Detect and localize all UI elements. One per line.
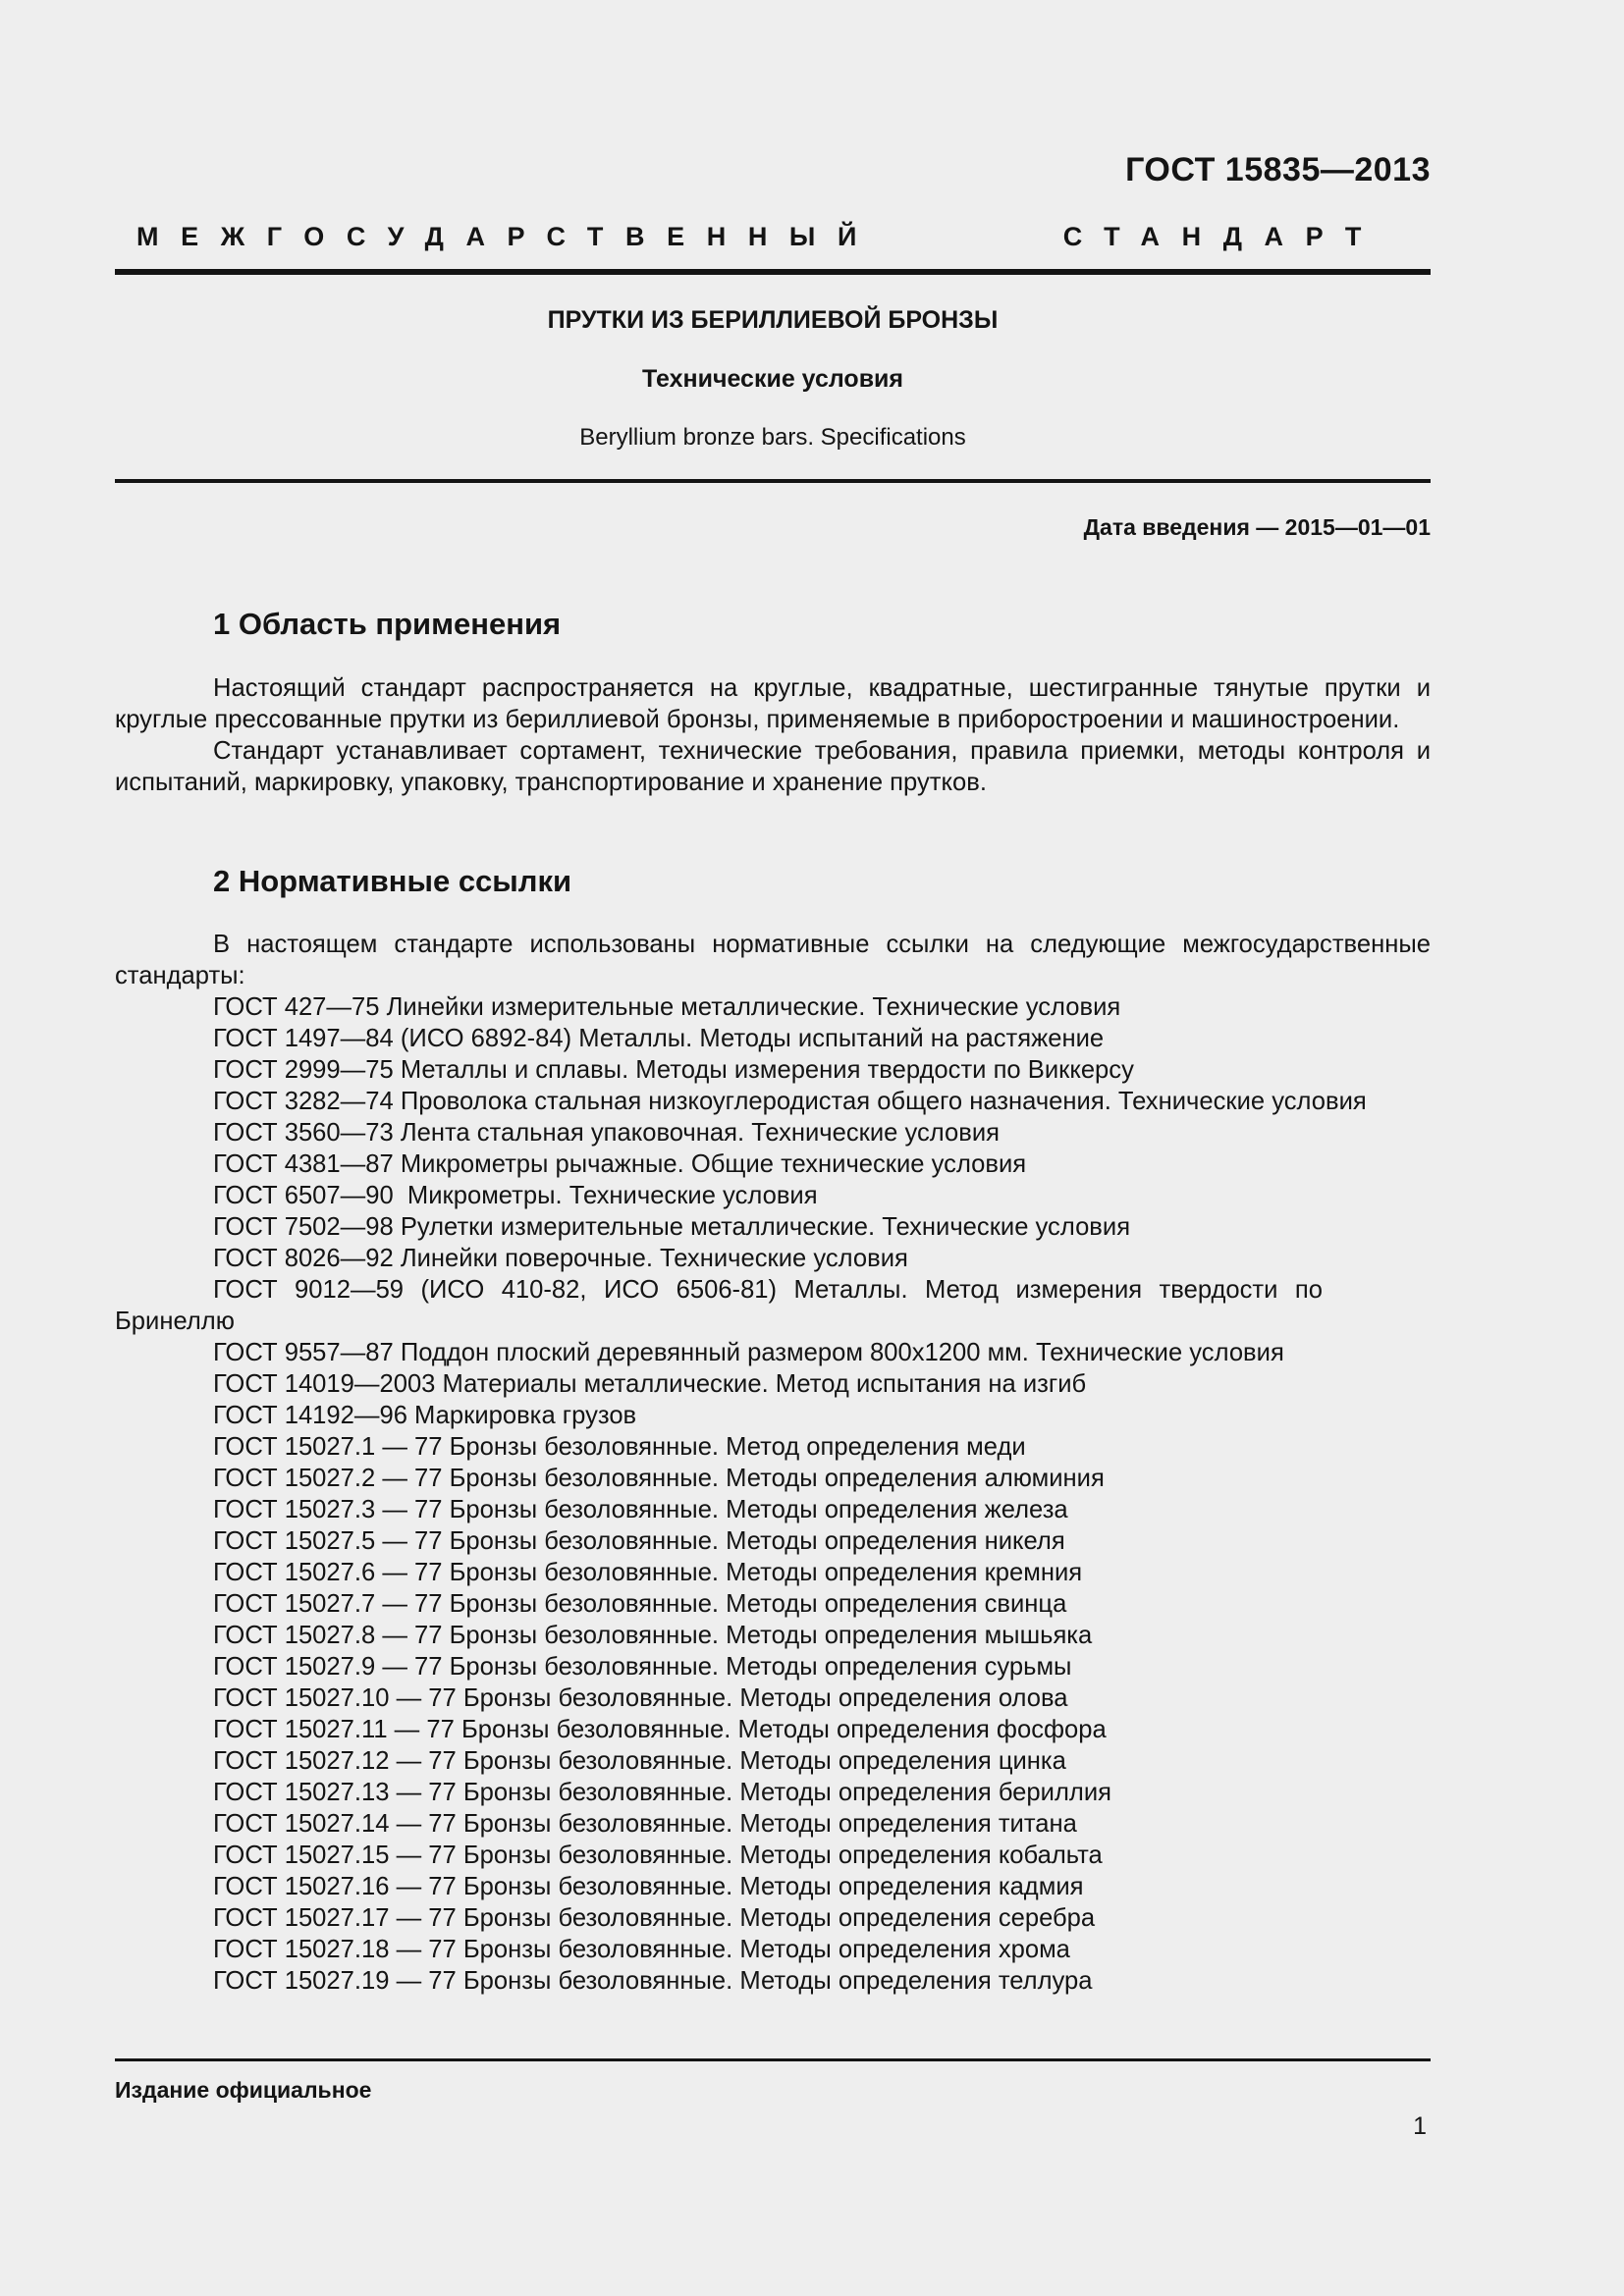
reference-item: ГОСТ 15027.12 — 77 Бронзы безоловянные. Методы определения цинка [213,1747,1066,1775]
reference-item: ГОСТ 8026—92 Линейки поверочные. Технические условия [213,1245,908,1272]
reference-item: ГОСТ 15027.8 — 77 Бронзы безоловянные. Методы определения мышьяка [213,1622,1093,1649]
reference-item: ГОСТ 15027.15 — 77 Бронзы безоловянные. Методы определения кобальта [213,1842,1103,1869]
reference-item: ГОСТ 4381—87 Микрометры рычажные. Общие технические условия [213,1150,1027,1178]
reference-item: ГОСТ 15027.17 — 77 Бронзы безоловянные. Методы определения серебра [213,1904,1096,1932]
reference-item: ГОСТ 15027.14 — 77 Бронзы безоловянные. Методы определения титана [213,1810,1077,1838]
section-2-intro: В настоящем стандарте использованы нормативные ссылки на следующие межгосударственные стандарты: [115,931,1431,989]
reference-item: ГОСТ 15027.16 — 77 Бронзы безоловянные. Методы определения кадмия [213,1873,1084,1900]
interstate-standard-banner [115,222,1431,252]
section-1-paragraph: Настоящий стандарт распространяется на круглые, квадратные, шестигранные тянутые прутки и круглые прессованные прутки из бериллиевой бронзы, применяемые в приборостроении и машиностроении. [115,674,1431,733]
reference-item: ГОСТ 15027.13 — 77 Бронзы безоловянные. Методы определения бериллия [213,1779,1111,1806]
page-number: 1 [1413,2112,1427,2140]
reference-item: ГОСТ 15027.11 — 77 Бронзы безоловянные. Методы определения фосфора [213,1716,1107,1743]
reference-item: ГОСТ 15027.18 — 77 Бронзы безоловянные. Методы определения хрома [213,1936,1070,1963]
section-1-heading: 1 Область применения [213,607,562,641]
english-title: Beryllium bronze bars. Specifications [579,424,966,451]
reference-item: ГОСТ 7502—98 Рулетки измерительные металлические. Технические условия [213,1213,1131,1241]
reference-item: ГОСТ 1497—84 (ИСО 6892-84) Металлы. Методы испытаний на растяжение [213,1025,1105,1052]
official-edition-label: Издание официальное [115,2077,372,2103]
reference-item: ГОСТ 14192—96 Маркировка грузов [213,1402,637,1429]
section-1-paragraph: Стандарт устанавливает сортамент, технические требования, правила приемки, методы контроля и испытаний, маркировку, упаковку, транспортирование и хранение прутков. [115,737,1431,796]
section-1-body [115,672,1431,798]
reference-item: ГОСТ 15027.3 — 77 Бронзы безоловянные. Методы определения железа [213,1496,1068,1523]
reference-item: ГОСТ 2999—75 Металлы и сплавы. Методы измерения твердости по Виккерсу [213,1056,1134,1084]
title-rule [115,479,1431,483]
reference-item: ГОСТ 427—75 Линейки измерительные металлические. Технические условия [213,993,1121,1021]
reference-item: ГОСТ 15027.7 — 77 Бронзы безоловянные. Методы определения свинца [213,1590,1067,1618]
reference-item: ГОСТ 9557—87 Поддон плоский деревянный размером 800х1200 мм. Технические условия [213,1339,1284,1366]
reference-item: ГОСТ 15027.10 — 77 Бронзы безоловянные. Методы определения олова [213,1684,1068,1712]
interstate-word: МЕЖГОСУДАРСТВЕННЫЙ [136,222,879,251]
reference-item: ГОСТ 15027.1 — 77 Бронзы безоловянные. Метод определения меди [213,1433,1026,1461]
reference-item: ГОСТ 15027.5 — 77 Бронзы безоловянные. Методы определения никеля [213,1527,1065,1555]
header-rule [115,269,1431,275]
document-page [115,0,1431,2296]
section-2-heading: 2 Нормативные ссылки [213,864,572,898]
reference-item: ГОСТ 15027.9 — 77 Бронзы безоловянные. Методы определения сурьмы [213,1653,1072,1681]
document-subtitle: Технические условия [641,365,904,393]
gost-number: ГОСТ 15835—2013 [1125,151,1431,188]
reference-item: ГОСТ 6507—90 Микрометры. Технические условия [213,1182,818,1209]
standard-word: СТАНДАРТ [1062,222,1383,251]
reference-item: ГОСТ 3282—74 Проволока стальная низкоуглеродистая общего назначения. Технические условия [213,1088,1367,1115]
reference-item: ГОСТ 14019—2003 Материалы металлические. Метод испытания на изгиб [213,1370,1087,1398]
reference-item: ГОСТ 15027.6 — 77 Бронзы безоловянные. Методы определения кремния [213,1559,1083,1586]
section-2-body [115,929,1431,1997]
document-title: ПРУТКИ ИЗ БЕРИЛЛИЕВОЙ БРОНЗЫ [547,306,999,334]
reference-item: ГОСТ 15027.2 — 77 Бронзы безоловянные. Методы определения алюминия [213,1465,1105,1492]
reference-item: ГОСТ 3560—73 Лента стальная упаковочная. Технические условия [213,1119,1001,1147]
reference-item: ГОСТ 15027.19 — 77 Бронзы безоловянные. Методы определения теллура [213,1967,1093,1995]
reference-item: ГОСТ 9012—59 (ИСО 410-82, ИСО 6506-81) Металлы. Метод измерения твердости по Бринеллю [115,1276,1330,1335]
footer-rule [115,2058,1431,2061]
introduction-date: Дата введения — 2015—01—01 [1083,514,1431,540]
